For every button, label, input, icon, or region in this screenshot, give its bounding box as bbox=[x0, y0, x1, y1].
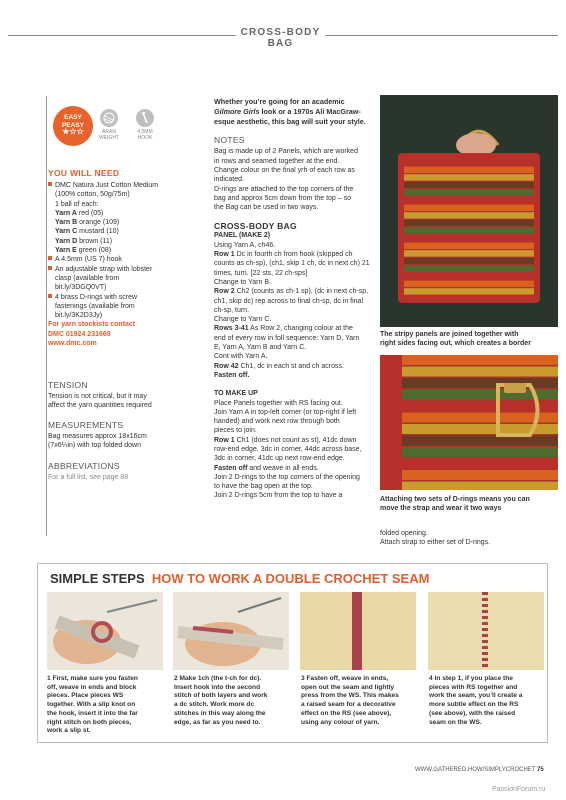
bag-photo-held bbox=[380, 95, 558, 327]
material-line: bit.ly/3DGQ0VT) bbox=[55, 284, 107, 292]
photo1-caption: The stripy panels are joined together with right sides facing out, which creates a border bbox=[380, 331, 531, 348]
footer-url: WWW.GATHERED.HOW/SIMPLYCROCHET bbox=[415, 767, 536, 773]
page-header-title: CROSS-BODY BAG bbox=[240, 27, 321, 49]
difficulty-label: EASY PEASY bbox=[61, 114, 85, 129]
material-line: (100% cotton, 50g/75m) bbox=[55, 191, 130, 199]
yarn-line: Yarn B orange (109) bbox=[55, 219, 120, 227]
make-up-continued: folded opening. Attach strap to either set of D-rings. bbox=[380, 530, 491, 547]
yarn-line: Yarn D brown (11) bbox=[55, 237, 113, 245]
notes-text: Bag is made up of 2 Panels, which are worked in rows and seamed together at the end. Change colour on the final yrh of each row as indicated. D-rings are attached to the top corners of the bag and approx 5cm down from the top – so the Bag can be used in two ways. bbox=[214, 148, 358, 212]
abbreviations-text: For a full list, see page 88 bbox=[48, 474, 129, 481]
you-will-need-heading: YOU WILL NEED bbox=[48, 168, 120, 178]
yarn-line: Yarn C mustard (10) bbox=[55, 228, 119, 236]
measurements-heading: MEASUREMENTS bbox=[48, 420, 124, 430]
yarn-ball-icon bbox=[100, 109, 118, 127]
header-rule-left bbox=[8, 35, 236, 36]
step-1-text: 1 First, make sure you fasten off, weave in ends and block pieces. Place pieces WS together. With a slip knot on the hook, insert it into the far right stitch on both pieces, work a slip st. bbox=[47, 675, 138, 735]
bullet-square-icon bbox=[48, 266, 52, 270]
stockists-line: For yarn stockists contact bbox=[48, 321, 136, 329]
page-number: 75 bbox=[537, 767, 544, 773]
tension-text: Tension is not critical, but it may affect the yarn quantities required bbox=[48, 393, 152, 410]
stockists-phone: DMC 01924 231669 bbox=[48, 330, 111, 338]
yarn-line: Yarn E green (08) bbox=[55, 247, 112, 255]
stockists-website: www.dmc.com bbox=[48, 340, 97, 348]
watermark: PassionForum.ru bbox=[492, 786, 546, 793]
material-item: A 4.5mm (US 7) hook bbox=[48, 255, 208, 264]
step-4-text: 4 In step 1, if you place the pieces with RS together and work the seam, you’ll create a more subtle effect on the RS (see above), with the raised seam on the WS. bbox=[429, 675, 523, 726]
difficulty-stars: ★☆☆ bbox=[62, 127, 84, 136]
abbreviations-heading: ABBREVIATIONS bbox=[48, 461, 120, 471]
intro-text: Whether you’re going for an academic Gilmore Girls look or a 1970s Ali MacGraw- esque aesthetic, this bag will suit your style. bbox=[214, 97, 366, 126]
pattern-heading: CROSS-BODY BAG bbox=[214, 221, 297, 232]
step-1-photo bbox=[47, 592, 163, 670]
photo2-caption: Attaching two sets of D-rings means you can move the strap and wear it two ways bbox=[380, 496, 530, 513]
bullet-square-icon bbox=[48, 182, 52, 186]
step-3-text: 3 Fasten off, weave in ends, open out the seam and lightly press from the WS. This makes a raised seam for a decorative effect on the RS (see above), using any colour of yarn. bbox=[301, 675, 399, 726]
panel-instructions: Using Yarn A, ch46. Row 1 Dc in fourth ch from hook (skipped ch counts as ch-sp), (ch1, skip 1 ch, dc in next ch) 21 times, turn. [22 sts, 22 ch-sps] Change to Yarn B. Row 2 Ch2 (counts as ch-1 sp), (dc in next ch-sp, ch1, skip dc) rep across to final ch-sp, dc in final ch-sp, turn. Change to Yarn C. Rows 3-41 As Row 2, changing colour at the end of every row in foll sequence: Yarn D, Yarn E, Yarn A, Yarn B and Yarn C. Cont with Yarn A. Row 42 Ch1, dc in each st and ch across. Fasten off. bbox=[214, 241, 370, 379]
make-up-instructions: Place Panels together with RS facing out. Join Yarn A in top-left corner (or top-right if left handed) and work next row through both pieces to join. Row 1 Ch1 (does not count as st), 41dc down row-end edge, 3dc in corner, 44dc across base, 3dc in corner, 41dc up next row-end edge. Fasten off and weave in all ends. Join 2 D-rings to the top corners of the opening to have the bag open at the top. Join 2 D-rings 5cm from the top to have a bbox=[214, 399, 362, 500]
step-4-photo bbox=[428, 592, 544, 670]
yarn-line: Yarn A red (05) bbox=[55, 209, 104, 217]
step-2-photo bbox=[173, 592, 289, 670]
info-hook-label: 4.5MM HOOK bbox=[137, 129, 153, 141]
header-rule-right bbox=[325, 35, 558, 36]
material-line: clasp (available from bbox=[55, 274, 120, 282]
pattern-column bbox=[214, 97, 372, 501]
column-divider bbox=[46, 96, 47, 536]
difficulty-badge bbox=[53, 106, 93, 146]
material-item: 4 brass D-rings with screw bbox=[48, 293, 208, 302]
bag-photo-closeup bbox=[380, 355, 558, 490]
material-line: fastenings (available from bbox=[55, 302, 135, 310]
material-line: bit.ly/3K2D3Jy) bbox=[55, 312, 103, 320]
material-item: An adjustable strap with lobster bbox=[48, 265, 208, 274]
notes-heading: NOTES bbox=[214, 135, 245, 146]
bullet-square-icon bbox=[48, 256, 52, 260]
info-weight-label: ARAN WEIGHT bbox=[99, 129, 119, 141]
step-3-photo bbox=[300, 592, 416, 670]
panel-subheading: PANEL (MAKE 2) bbox=[214, 232, 271, 240]
measurements-text: Bag measures approx 18x16cm (7x6¼in) with top folded down bbox=[48, 433, 147, 450]
material-item: DMC Natura Just Cotton Medium bbox=[48, 181, 208, 190]
make-up-heading: TO MAKE UP bbox=[214, 390, 258, 398]
materials-list bbox=[48, 181, 208, 348]
step-2-text: 2 Make 1ch (the t-ch for dc). Insert hook into the second stitch of both layers and work a dc stitch. Work more dc stitches in this way along the edge, as far as you need to. bbox=[174, 675, 268, 726]
tension-heading: TENSION bbox=[48, 380, 88, 390]
simple-steps-title: SIMPLE STEPS HOW TO WORK A DOUBLE CROCHET SEAM bbox=[50, 571, 430, 586]
material-line: 1 ball of each: bbox=[55, 200, 99, 208]
crochet-hook-icon bbox=[136, 109, 154, 127]
page-footer bbox=[415, 767, 544, 773]
bullet-square-icon bbox=[48, 294, 52, 298]
